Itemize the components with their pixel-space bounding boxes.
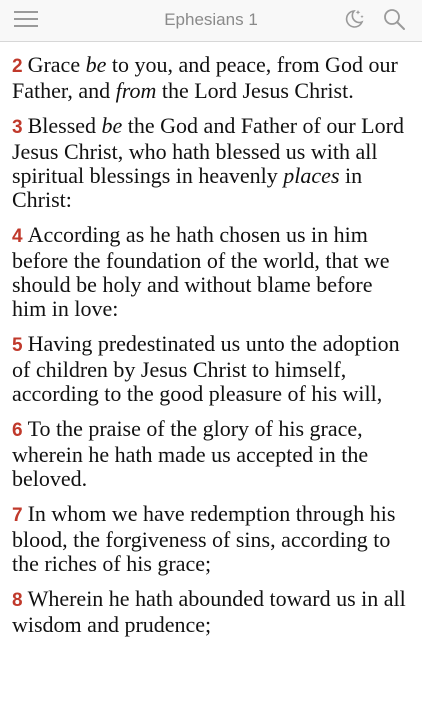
verse-number: 3	[12, 117, 23, 138]
verse-text: In whom we have redemption through his blood, the forgiveness of sins, according to the riches of his grace;	[12, 501, 396, 576]
verse-number: 2	[12, 56, 23, 77]
top-bar	[0, 0, 422, 42]
verse-number: 8	[12, 590, 23, 611]
verse-text: Blessed be the God and Father of our Lord Jesus Christ, who hath blessed us with all spiritual blessings in heavenly places in Christ:	[12, 113, 404, 212]
verse-6[interactable]	[0, 417, 422, 491]
verse-text: According as he hath chosen us in him before the foundation of the world, that we should be holy and without blame before him in love:	[12, 222, 390, 321]
search-button[interactable]	[380, 7, 408, 35]
verse-number: 7	[12, 505, 23, 526]
verse-3[interactable]	[0, 114, 422, 212]
verse-2[interactable]	[0, 42, 422, 103]
verse-8[interactable]	[0, 587, 422, 637]
verse-text: Having predestinated us unto the adoption of children by Jesus Christ to himself, according to the good pleasure of his will,	[12, 331, 400, 406]
verse-number: 4	[12, 226, 23, 247]
verse-text: To the praise of the glory of his grace, wherein he hath made us accepted in the beloved.	[12, 416, 369, 491]
verse-text: Grace be to you, and peace, from God our Father, and from the Lord Jesus Christ.	[12, 52, 398, 103]
search-icon	[382, 7, 406, 36]
moon-stars-icon	[341, 7, 365, 36]
verse-number: 6	[12, 420, 23, 441]
verse-4[interactable]	[0, 223, 422, 321]
chapter-text[interactable]	[0, 42, 422, 721]
verse-text: Wherein he hath abounded toward us in all wisdom and prudence;	[12, 586, 406, 637]
verse-5[interactable]	[0, 332, 422, 406]
verse-number: 5	[12, 335, 23, 356]
night-mode-button[interactable]	[340, 7, 366, 35]
verse-7[interactable]	[0, 502, 422, 576]
page-title: Ephesians 1	[164, 10, 258, 29]
